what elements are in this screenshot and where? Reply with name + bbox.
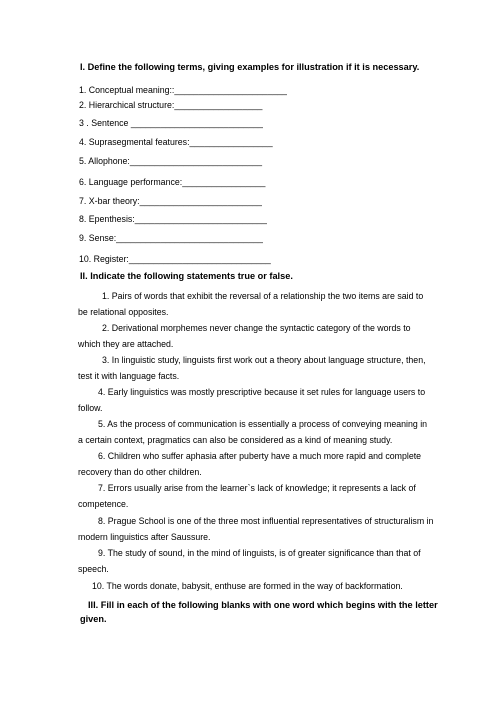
statement-3: 3. In linguistic study, linguists first work out a theory about language structure, then, test it with language facts. [78,355,426,381]
term-item-1: 1. Conceptual meaning::_______________________ [79,85,287,95]
section-3-heading-line-1: III. Fill in each of the following blanks with one word which begins with the letter [88,600,438,610]
term-item-9: 9. Sense:______________________________ [79,233,263,243]
term-item-3: 3 . Sentence ___________________________ [79,118,263,128]
term-item-7: 7. X-bar theory:_________________________ [79,196,262,206]
statement-1: 1. Pairs of words that exhibit the reversal of a relationship the two items are said to be relational opposites. [78,291,424,317]
section-2-heading: II. Indicate the following statements true or false. [80,271,293,281]
statement-10: 10. The words donate, babysit, enthuse are formed in the way of backformation. [92,581,403,591]
term-item-4: 4. Suprasegmental features:_________________ [79,137,273,147]
term-item-10: 10. Register:_____________________________ [79,254,271,264]
statement-4: 4. Early linguistics was mostly prescriptive because it set rules for language users to follow. [78,387,426,413]
term-item-8: 8. Epenthesis:___________________________ [79,214,267,224]
statement-6: 6. Children who suffer aphasia after puberty have a much more rapid and complete recovery than do other children. [78,451,422,477]
term-item-2: 2. Hierarchical structure:__________________ [79,100,263,110]
statement-7: 7. Errors usually arise from the learner`s lack of knowledge; it represents a lack of competence. [78,483,416,509]
term-item-5: 5. Allophone:___________________________ [79,156,262,166]
statement-5: 5. As the process of communication is essentially a process of conveying meaning in a certain context, pragmatics can also be considered as a kind of meaning study. [78,419,428,445]
statement-2: 2. Derivational morphemes never change the syntactic category of the words to which they are attached. [78,323,411,349]
section-1-heading: I. Define the following terms, giving examples for illustration if it is necessary. [80,62,420,72]
statement-9: 9. The study of sound, in the mind of linguists, is of greater significance than that of speech. [78,548,421,574]
term-item-6: 6. Language performance:_________________ [79,177,266,187]
section-3-heading-line-2: given. [80,614,107,624]
statement-8: 8. Prague School is one of the three most influential representatives of structuralism in modern linguistics after Saussure. [78,516,434,542]
